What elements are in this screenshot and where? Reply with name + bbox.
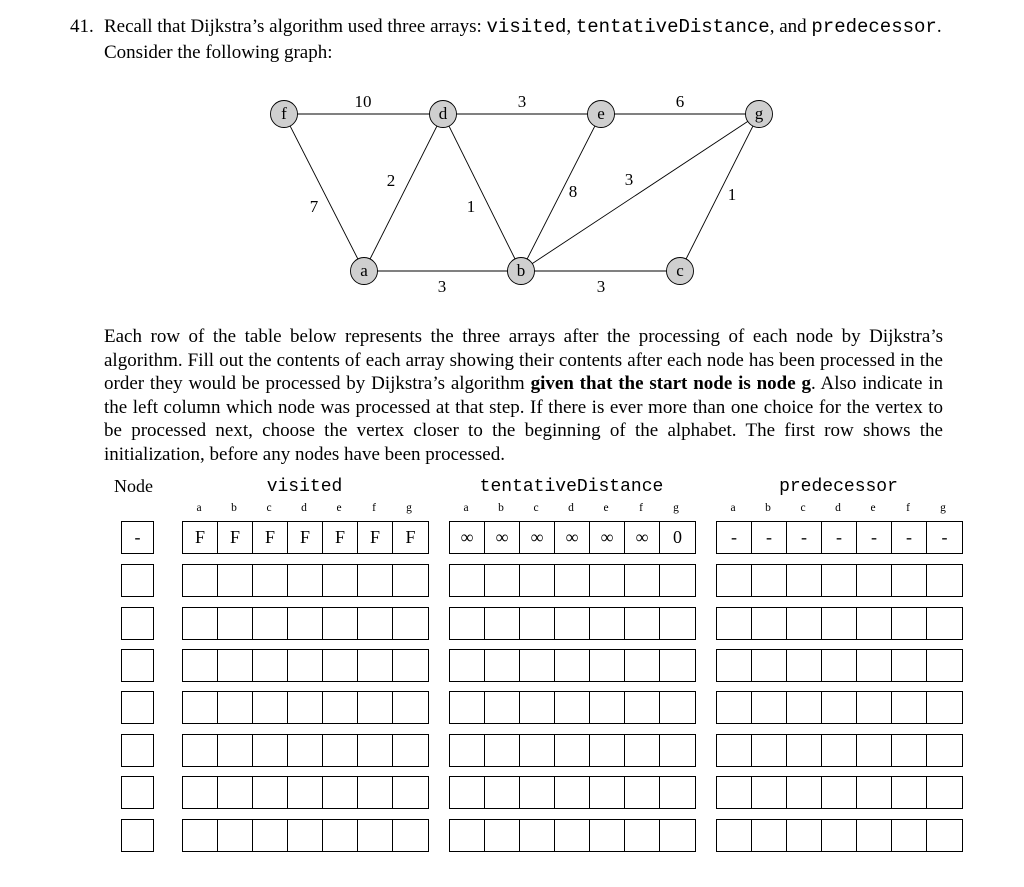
predecessor-cell-d[interactable] [822,692,857,723]
tentative-row [449,819,696,852]
edge-a-d [364,114,443,271]
visited-row [182,776,429,809]
tentative-cell-d: ∞ [555,522,590,553]
tentative-cell-a[interactable] [450,608,485,639]
visited-cell-e[interactable] [323,608,358,639]
tentative-cell-f[interactable] [625,820,660,851]
predecessor-cell-e[interactable] [857,650,892,681]
tentative-row [449,564,696,597]
tentative-cell-c[interactable] [520,608,555,639]
visited-col-c: c [266,502,272,514]
visited-row [182,649,429,682]
tentative-cell-a[interactable] [450,777,485,808]
tentative-cell-f: ∞ [625,522,660,553]
graph-node-g [746,101,773,128]
predecessor-cell-g[interactable] [927,692,962,723]
tentative-cell-f[interactable] [625,650,660,681]
visited-cell-a[interactable] [183,692,218,723]
tentative-cell-e: ∞ [590,522,625,553]
tentative-cell-d[interactable] [555,777,590,808]
visited-cell-c[interactable] [253,650,288,681]
tentative-cell-b[interactable] [485,735,520,766]
edge-weight-b-c: 3 [596,276,606,296]
node-cell[interactable] [121,691,154,724]
predecessor-cell-d[interactable] [822,608,857,639]
predecessor-cell-a[interactable] [717,565,752,596]
edge-weight-f-d: 10 [354,91,372,111]
visited-cell-a[interactable] [183,735,218,766]
graph-node-label: b [516,260,526,280]
edge-weight-d-b: 1 [466,196,476,216]
edge-weight-e-g: 6 [675,91,685,111]
predecessor-cell-d[interactable] [822,777,857,808]
visited-row [182,691,429,724]
visited-cell-f[interactable] [358,820,393,851]
predecessor-cell-f[interactable] [892,692,927,723]
visited-cell-g[interactable] [393,650,428,681]
predecessor-cell-e[interactable] [857,820,892,851]
tentative-distance-header: tentativeDistance [479,477,664,497]
edge-weight-d-e: 3 [517,91,527,111]
predecessor-cell-c[interactable] [787,820,822,851]
predecessor-col-d: d [835,502,841,514]
graph-node-label: f [281,103,287,123]
visited-col-f: f [372,502,376,514]
visited-cell-f[interactable] [358,735,393,766]
visited-col-b: b [231,502,237,514]
predecessor-cell-d[interactable] [822,565,857,596]
tentative-col-a: a [463,502,469,514]
tentative-cell-c[interactable] [520,565,555,596]
tentative-cell-e[interactable] [590,692,625,723]
predecessor-cell-b[interactable] [752,820,787,851]
node-cell-init: - [121,521,154,554]
visited-cell-f[interactable] [358,608,393,639]
visited-cell-d[interactable] [288,650,323,681]
visited-cell-d[interactable] [288,565,323,596]
tentative-cell-d[interactable] [555,735,590,766]
predecessor-col-a: a [730,502,736,514]
predecessor-cell-b: - [752,522,787,553]
tentative-cell-a[interactable] [450,735,485,766]
visited-cell-g[interactable] [393,735,428,766]
predecessor-cell-c[interactable] [787,777,822,808]
predecessor-cell-d[interactable] [822,735,857,766]
instructions: Each row of the table below represents the three arrays after the processing of each node by Dijkstra’s algorithm. Fill out the contents of each array showing their contents after each node has been processed in the order they would be processed by Dijkstra’s algorithm given that the start node is node g. Also indicate in the left column which node was processed at that step. If there is ever more than one choice for the vertex to be processed next, choose the vertex closer to the beginning of the alphabet. The first row shows the initialization, before any nodes have been processed. [104,326,944,465]
predecessor-cell-c[interactable] [787,608,822,639]
graph-node-label: a [360,260,368,280]
edge-weight-e-b: 8 [568,181,578,201]
visited-cell-b[interactable] [218,565,253,596]
tentative-cell-d[interactable] [555,565,590,596]
predecessor-cell-b[interactable] [752,692,787,723]
tentative-cell-d[interactable] [555,820,590,851]
predecessor-col-f: f [906,502,910,514]
tentative-cell-g[interactable] [660,692,695,723]
predecessor-cell-f: - [892,522,927,553]
visited-cell-g: F [405,527,416,547]
tentative-col-d: d [568,502,574,514]
visited-cell-b[interactable] [218,735,253,766]
visited-cell-g[interactable] [393,820,428,851]
predecessor-cell-c[interactable] [787,650,822,681]
predecessor-cell-c: - [787,522,822,553]
visited-cell-c[interactable] [253,820,288,851]
predecessor-cell-a[interactable] [717,608,752,639]
node-cell[interactable] [121,607,154,640]
node-cell[interactable] [121,819,154,852]
graph-node-label: d [438,103,448,123]
predecessor-cell-g[interactable] [927,820,962,851]
predecessor-cell-e[interactable] [857,692,892,723]
visited-cell-e[interactable] [323,777,358,808]
tentative-cell-b[interactable] [485,777,520,808]
predecessor-cell-g[interactable] [927,735,962,766]
graph-node-a [351,258,378,285]
visited-row [182,607,429,640]
edge-weight-f-a: 7 [309,196,319,216]
edge-e-b [521,114,601,271]
predecessor-cell-f[interactable] [892,565,927,596]
tentative-col-c: c [533,502,539,514]
predecessor-cell-b[interactable] [752,565,787,596]
visited-cell-g[interactable] [393,777,428,808]
graph-node-label: g [754,103,764,123]
tentative-cell-a[interactable] [450,650,485,681]
predecessor-cell-e: - [857,522,892,553]
graph-node-d [430,101,457,128]
visited-col-d: d [301,502,307,514]
tentative-cell-c: ∞ [520,522,555,553]
array-name-tentative: tentativeDistance [575,16,770,38]
array-name-predecessor: predecessor [811,16,937,38]
graph-node-c [667,258,694,285]
predecessor-row [716,564,963,597]
graph-diagram [0,85,1024,300]
tentative-cell-b[interactable] [485,692,520,723]
tentative-cell-c[interactable] [520,692,555,723]
tentative-cell-b[interactable] [485,608,520,639]
tentative-row [449,734,696,767]
tentative-cell-c[interactable] [520,820,555,851]
tentative-cell-a[interactable] [450,692,485,723]
visited-cell-d[interactable] [288,777,323,808]
tentative-cell-c[interactable] [520,650,555,681]
edge-weight-g-c: 1 [727,184,737,204]
tentative-row [449,776,696,809]
predecessor-cell-f[interactable] [892,735,927,766]
visited-cell-e: F [323,522,358,553]
tentative-cell-e[interactable] [590,650,625,681]
tentative-cell-a: ∞ [450,522,485,553]
visited-cell-f[interactable] [358,650,393,681]
predecessor-cell-f[interactable] [892,777,927,808]
visited-cell-d: F [288,522,323,553]
visited-cell-a[interactable] [183,608,218,639]
tentative-cell-e[interactable] [590,608,625,639]
tentative-cell-f[interactable] [625,565,660,596]
predecessor-cell-a[interactable] [717,735,752,766]
predecessor-row [716,691,963,724]
array-name-visited: visited [486,16,567,38]
visited-cell-a[interactable] [183,650,218,681]
tentative-cell-g[interactable] [660,735,695,766]
predecessor-cell-c[interactable] [787,735,822,766]
predecessor-cell-c[interactable] [787,565,822,596]
tentative-row [449,691,696,724]
predecessor-cell-a[interactable] [717,650,752,681]
predecessor-row [716,819,963,852]
visited-cell-g[interactable] [393,608,428,639]
predecessor-header: predecessor [779,477,898,497]
visited-cell-c[interactable] [253,608,288,639]
predecessor-cell-g[interactable] [927,650,962,681]
tentative-cell-e[interactable] [590,565,625,596]
start-node-note: given that the start node is node g [530,373,811,394]
tentative-row [449,521,696,554]
tentative-row [449,607,696,640]
graph-node-b [508,258,535,285]
tentative-cell-e[interactable] [590,735,625,766]
visited-cell-e[interactable] [323,692,358,723]
visited-cell-f[interactable] [358,777,393,808]
visited-row [182,564,429,597]
predecessor-cell-f[interactable] [892,650,927,681]
visited-cell-f: F [358,522,393,553]
tentative-cell-f[interactable] [625,692,660,723]
tentative-cell-b[interactable] [485,650,520,681]
tentative-col-g: g [673,502,679,514]
predecessor-cell-e[interactable] [857,608,892,639]
node-cell[interactable] [121,776,154,809]
visited-cell-d[interactable] [288,735,323,766]
tentative-col-f: f [639,502,643,514]
predecessor-cell-a: - [717,522,752,553]
visited-cell-c[interactable] [253,565,288,596]
predecessor-row [716,734,963,767]
visited-cell-a[interactable] [183,777,218,808]
predecessor-cell-g[interactable] [927,608,962,639]
visited-cell-c: F [253,522,288,553]
predecessor-col-e: e [870,502,876,514]
node-cell[interactable] [121,564,154,597]
tentative-cell-b[interactable] [485,820,520,851]
tentative-cell-g[interactable] [660,777,695,808]
question-number: 41. [70,16,94,37]
predecessor-row [716,649,963,682]
predecessor-cell-a[interactable] [717,777,752,808]
visited-header: visited [266,477,343,497]
tentative-cell-c[interactable] [520,735,555,766]
visited-row [182,819,429,852]
edge-weight-b-g: 3 [624,169,634,189]
tentative-cell-g[interactable] [660,565,695,596]
tentative-cell-b: ∞ [485,522,520,553]
predecessor-cell-a[interactable] [717,692,752,723]
edge-d-b [443,114,521,271]
predecessor-cell-c[interactable] [787,692,822,723]
tentative-cell-e[interactable] [590,820,625,851]
consider-text: Consider the following graph: [104,42,333,63]
tentative-cell-f[interactable] [625,735,660,766]
visited-cell-f[interactable] [358,692,393,723]
visited-cell-d[interactable] [288,820,323,851]
predecessor-row [716,607,963,640]
visited-cell-b[interactable] [218,777,253,808]
predecessor-cell-a[interactable] [717,820,752,851]
visited-cell-a[interactable] [183,565,218,596]
visited-cell-b[interactable] [218,820,253,851]
edge-weight-a-b: 3 [437,276,447,296]
visited-cell-b: F [218,522,253,553]
predecessor-cell-g[interactable] [927,565,962,596]
visited-cell-a: F [183,522,218,553]
tentative-cell-b[interactable] [485,565,520,596]
visited-cell-d[interactable] [288,608,323,639]
graph-node-label: e [597,103,605,123]
visited-cell-e[interactable] [323,650,358,681]
predecessor-col-g: g [940,502,946,514]
visited-cell-f[interactable] [358,565,393,596]
visited-cell-c[interactable] [253,777,288,808]
visited-row [182,734,429,767]
predecessor-col-c: c [800,502,806,514]
predecessor-col-b: b [765,502,771,514]
visited-cell-e[interactable] [323,735,358,766]
tentative-cell-c[interactable] [520,777,555,808]
predecessor-cell-e[interactable] [857,565,892,596]
tentative-cell-g: 0 [673,527,682,547]
visited-cell-g[interactable] [393,565,428,596]
tentative-cell-a[interactable] [450,565,485,596]
predecessor-cell-g: - [941,527,948,547]
tentative-col-b: b [498,502,504,514]
graph-node-f [271,101,298,128]
graph-node-e [588,101,615,128]
predecessor-cell-f[interactable] [892,820,927,851]
tentative-cell-a[interactable] [450,820,485,851]
visited-col-a: a [196,502,202,514]
node-column-header: Node [114,476,153,496]
visited-cell-e[interactable] [323,820,358,851]
visited-col-g: g [406,502,412,514]
edge-weight-a-d: 2 [386,170,396,190]
tentative-cell-d[interactable] [555,692,590,723]
visited-cell-c[interactable] [253,735,288,766]
tentative-col-e: e [603,502,609,514]
predecessor-cell-b[interactable] [752,608,787,639]
visited-cell-c[interactable] [253,692,288,723]
visited-cell-d[interactable] [288,692,323,723]
visited-cell-b[interactable] [218,692,253,723]
visited-row [182,521,429,554]
predecessor-row [716,776,963,809]
edge-g-c [680,114,759,271]
tentative-cell-g[interactable] [660,650,695,681]
visited-cell-e[interactable] [323,565,358,596]
tentative-row [449,649,696,682]
predecessor-cell-e[interactable] [857,777,892,808]
tentative-cell-e[interactable] [590,777,625,808]
graph-node-label: c [676,260,684,280]
predecessor-cell-d: - [822,522,857,553]
visited-cell-b[interactable] [218,608,253,639]
tentative-cell-d[interactable] [555,608,590,639]
tentative-cell-d[interactable] [555,650,590,681]
tentative-cell-f[interactable] [625,608,660,639]
predecessor-row [716,521,963,554]
predecessor-cell-g[interactable] [927,777,962,808]
predecessor-cell-f[interactable] [892,608,927,639]
visited-cell-a[interactable] [183,820,218,851]
visited-cell-g[interactable] [393,692,428,723]
tentative-cell-f[interactable] [625,777,660,808]
visited-cell-b[interactable] [218,650,253,681]
tentative-cell-g[interactable] [660,820,695,851]
predecessor-cell-b[interactable] [752,650,787,681]
predecessor-cell-b[interactable] [752,735,787,766]
node-cell[interactable] [121,734,154,767]
predecessor-cell-d[interactable] [822,650,857,681]
predecessor-cell-d[interactable] [822,820,857,851]
visited-col-e: e [336,502,342,514]
question-text: Recall that Dijkstra’s algorithm used three arrays: visited, tentativeDistance, and predecessor. Consider the following graph: [104,16,942,63]
edge-f-a [284,114,364,271]
edge-b-g [521,114,759,271]
predecessor-cell-b[interactable] [752,777,787,808]
tentative-cell-g[interactable] [660,608,695,639]
predecessor-cell-e[interactable] [857,735,892,766]
node-cell[interactable] [121,649,154,682]
